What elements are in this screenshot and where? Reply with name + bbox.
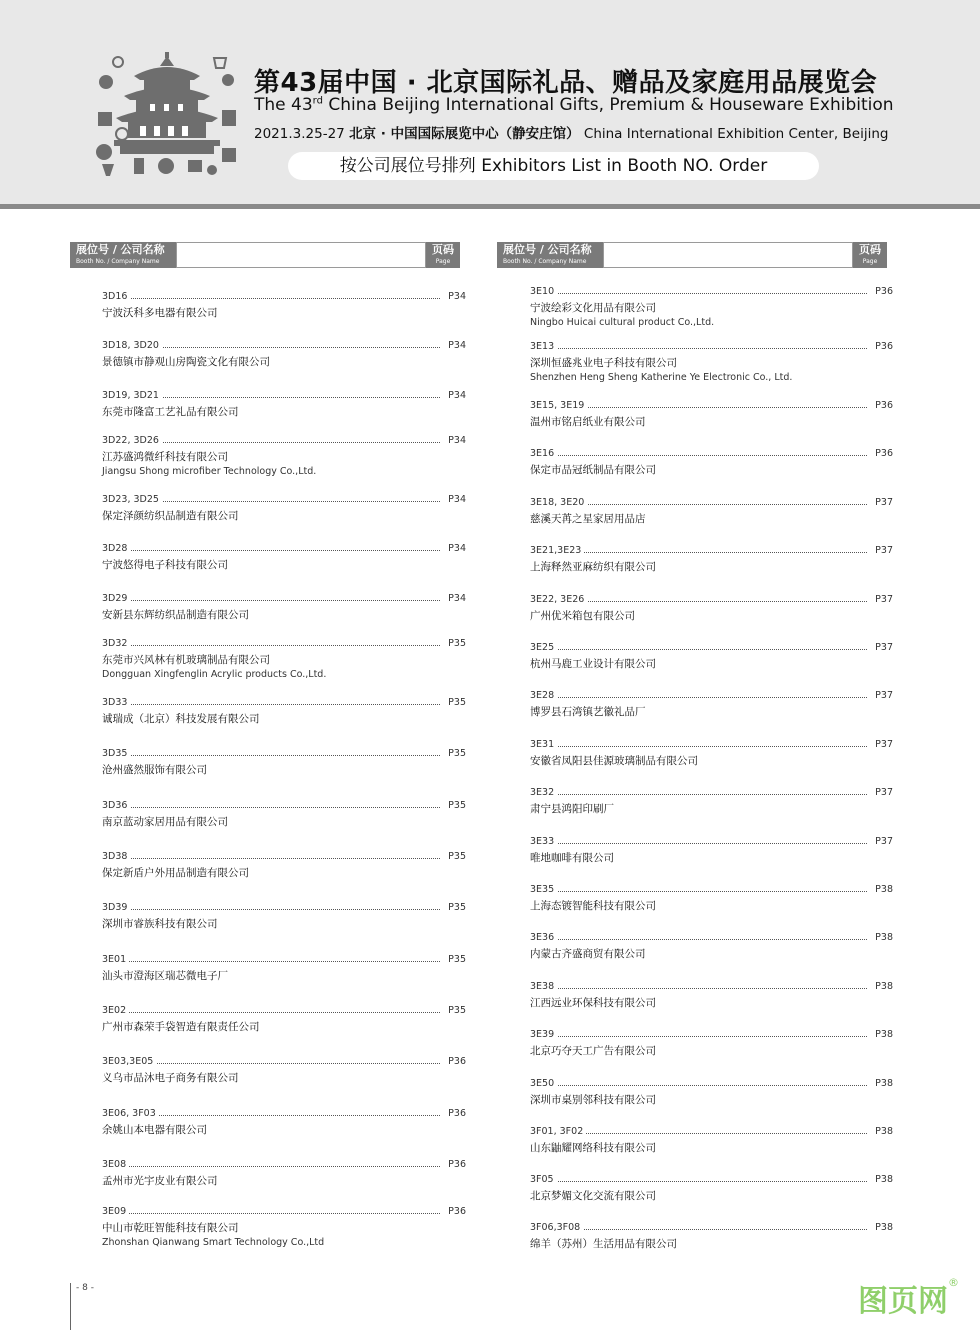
booth-row: [530, 739, 893, 752]
booth-number: 3E32: [530, 787, 557, 798]
booth-row: [102, 851, 466, 864]
page-ref: P38: [875, 1078, 893, 1089]
dotted-leader: [102, 1213, 440, 1214]
dotted-leader: [102, 909, 440, 910]
exhibition-title-en: [254, 95, 894, 115]
exhibitor-entry: [530, 1222, 893, 1262]
company-name-cn: 上海态镀智能科技有限公司: [530, 900, 656, 912]
booth-number: 3D36: [102, 800, 130, 811]
booth-row: [530, 981, 893, 994]
company-name-cn: 慈溪天苒之星家居用品店: [530, 513, 646, 525]
page-ref: P37: [875, 787, 893, 798]
company-name-cn: 肃宁县鸿阳印刷厂: [530, 803, 614, 815]
booth-row: [530, 1078, 893, 1091]
dotted-leader: [530, 746, 867, 747]
page-ref: P38: [875, 1029, 893, 1040]
company-name-cn: 沧州盛然服饰有限公司: [102, 764, 207, 776]
booth-number: 3F06,3F08: [530, 1222, 583, 1233]
exhibitor-entry: [102, 697, 466, 737]
page-ref: P37: [875, 497, 893, 508]
company-name-cn: 宁波悠得电子科技有限公司: [102, 559, 228, 571]
registered-mark: ®: [948, 1276, 959, 1289]
exhibitor-entry: [102, 902, 466, 942]
booth-number: 3E50: [530, 1078, 557, 1089]
exhibitor-entry: [530, 1174, 893, 1214]
exhibitor-entry: [530, 545, 893, 585]
booth-number: 3D38: [102, 851, 130, 862]
page-ref: P37: [875, 545, 893, 556]
page-ref: P35: [448, 1005, 466, 1016]
page-ref: P34: [448, 340, 466, 351]
exhibitor-entry: [530, 932, 893, 972]
booth-row: [530, 1174, 893, 1187]
company-name-cn: 杭州马鹿工业设计有限公司: [530, 658, 656, 670]
company-name-cn: 温州市铭启纸业有限公司: [530, 416, 646, 428]
exhibitor-entry: [102, 390, 466, 430]
dotted-leader: [102, 807, 440, 808]
company-name-cn: 山东鼬耀网络科技有限公司: [530, 1142, 656, 1154]
booth-row: [530, 690, 893, 703]
exhibitor-entry: [530, 690, 893, 730]
booth-number: 3E09: [102, 1206, 129, 1217]
dotted-leader: [102, 961, 440, 962]
page-ref: P34: [448, 494, 466, 505]
booth-row: [530, 836, 893, 849]
booth-row: [102, 1005, 466, 1018]
booth-row: [102, 902, 466, 915]
company-name-en: Ningbo Huicai cultural product Co.,Ltd.: [530, 317, 715, 328]
exhibitor-entry: [102, 494, 466, 534]
page-ref: P35: [448, 851, 466, 862]
page-ref: P34: [448, 291, 466, 302]
page-ref: P35: [448, 638, 466, 649]
booth-number: 3D35: [102, 748, 130, 759]
booth-number: 3D39: [102, 902, 130, 913]
page-ref: P35: [448, 954, 466, 965]
company-name-cn: 诚瑞成（北京）科技发展有限公司: [102, 713, 260, 725]
booth-number: 3E35: [530, 884, 557, 895]
dotted-leader: [530, 939, 867, 940]
booth-number: 3D18, 3D20: [102, 340, 162, 351]
booth-row: [102, 435, 466, 448]
exhibitor-entry: [530, 594, 893, 634]
booth-row: [530, 497, 893, 510]
booth-row: [102, 390, 466, 403]
title-en-suffix: rd: [312, 95, 323, 107]
exhibition-dates: 2021.3.25-27: [254, 126, 345, 142]
page-ref: P37: [875, 739, 893, 750]
booth-company-label: [497, 242, 603, 268]
page-ref: P34: [448, 435, 466, 446]
dotted-leader: [102, 550, 440, 551]
page-label-cn: 页码: [432, 243, 454, 256]
booth-number: 3E36: [530, 932, 557, 943]
footer-rule: [70, 1283, 71, 1330]
exhibitor-entry: [530, 400, 893, 440]
booth-number: 3E33: [530, 836, 557, 847]
company-name-cn: 义乌市品沐电子商务有限公司: [102, 1072, 239, 1084]
dotted-leader: [102, 645, 440, 646]
dotted-leader: [102, 1012, 440, 1013]
exhibitor-entry: [102, 1005, 466, 1045]
booth-row: [102, 638, 466, 651]
company-name-cn: 博罗县石湾镇艺徽礼品厂: [530, 706, 646, 718]
exhibitor-entry: [530, 1126, 893, 1166]
page-label-cn: 页码: [859, 243, 881, 256]
dotted-leader: [530, 348, 867, 349]
left-column-header: [70, 242, 460, 268]
page-ref: P36: [448, 1159, 466, 1170]
exhibition-title-cn: 第43届中国 · 北京国际礼品、赠品及家庭用品展览会: [254, 68, 878, 98]
company-name-cn: 深圳市睿族科技有限公司: [102, 918, 218, 930]
exhibitor-entry: [102, 1159, 466, 1199]
company-name-cn: 东莞市隆富工艺礼品有限公司: [102, 406, 239, 418]
booth-number: 3D23, 3D25: [102, 494, 162, 505]
booth-number: 3E02: [102, 1005, 129, 1016]
booth-company-label-cn: 展位号 / 公司名称: [76, 243, 165, 256]
company-name-cn: 江苏盛鸿微纤科技有限公司: [102, 451, 228, 463]
exhibitor-entry: [102, 340, 466, 380]
exhibitor-entry: [530, 341, 893, 381]
exhibition-logo-icon: [94, 52, 240, 176]
booth-number: 3D19, 3D21: [102, 390, 162, 401]
page-ref: P37: [875, 594, 893, 605]
company-name-cn: 景德镇市静观山房陶瓷文化有限公司: [102, 356, 270, 368]
company-name-cn: 江西远业环保科技有限公司: [530, 997, 656, 1009]
booth-company-label-cn: 展位号 / 公司名称: [503, 243, 592, 256]
exhibitor-entry: [102, 748, 466, 788]
page-ref: P38: [875, 884, 893, 895]
booth-company-label: [70, 242, 176, 268]
exhibitor-entry: [102, 1108, 466, 1148]
dotted-leader: [102, 1166, 440, 1167]
header-bar: [176, 242, 426, 268]
booth-row: [530, 932, 893, 945]
booth-number: 3D32: [102, 638, 130, 649]
list-title: 按公司展位号排列 Exhibitors List in Booth NO. Order: [288, 152, 819, 180]
page-number: - 8 -: [76, 1283, 94, 1293]
exhibitor-entry: [530, 739, 893, 779]
booth-row: [102, 1206, 466, 1219]
dotted-leader: [530, 697, 867, 698]
title-en-prefix: The 43: [254, 95, 313, 115]
exhibitor-entry: [530, 1078, 893, 1118]
page-ref: P37: [875, 642, 893, 653]
booth-row: [102, 291, 466, 304]
date-venue-line: [254, 122, 894, 142]
dotted-leader: [102, 298, 440, 299]
dotted-leader: [530, 1036, 867, 1037]
booth-row: [530, 1126, 893, 1139]
company-name-cn: 内蒙古齐盛商贸有限公司: [530, 948, 646, 960]
exhibitor-entry: [530, 448, 893, 488]
booth-row: [102, 954, 466, 967]
exhibitor-entry: [102, 1056, 466, 1096]
company-name-cn: 中山市乾旺智能科技有限公司: [102, 1222, 239, 1234]
exhibitor-entry: [102, 800, 466, 840]
page-ref: P37: [875, 690, 893, 701]
page-ref: P37: [875, 836, 893, 847]
page-ref: P38: [875, 1174, 893, 1185]
booth-row: [102, 1056, 466, 1069]
exhibitor-entry: [102, 593, 466, 633]
page-ref: P36: [448, 1206, 466, 1217]
dotted-leader: [530, 1181, 867, 1182]
booth-number: 3E13: [530, 341, 557, 352]
booth-row: [102, 593, 466, 606]
exhibitor-entry: [530, 836, 893, 876]
page-ref: P36: [875, 448, 893, 459]
dotted-leader: [102, 704, 440, 705]
exhibitor-entry: [102, 291, 466, 331]
booth-number: 3E21,3E23: [530, 545, 584, 556]
page-label-en: Page: [862, 258, 878, 265]
venue-cn: 北京 · 中国国际展览中心（静安庄馆）: [349, 126, 580, 142]
watermark-logo: [858, 1276, 959, 1320]
exhibitor-entry: [102, 543, 466, 583]
company-name-cn: 绵羊（苏州）生活用品有限公司: [530, 1238, 677, 1250]
company-name-cn: 北京梦媚文化交流有限公司: [530, 1190, 656, 1202]
booth-company-label-en: Booth No. / Company Name: [503, 258, 587, 265]
company-name-cn: 安徽省凤阳县佳源玻璃制品有限公司: [530, 755, 698, 767]
page-ref: P34: [448, 390, 466, 401]
booth-number: 3E39: [530, 1029, 557, 1040]
company-name-cn: 余姚山本电器有限公司: [102, 1124, 207, 1136]
booth-row: [102, 1159, 466, 1172]
exhibitor-entry: [530, 884, 893, 924]
dotted-leader: [530, 794, 867, 795]
booth-number: 3F05: [530, 1174, 557, 1185]
exhibitor-entry: [102, 1206, 466, 1246]
exhibitor-entry: [530, 497, 893, 537]
company-name-cn: 深圳恒盛兆业电子科技有限公司: [530, 357, 677, 369]
page-ref: P35: [448, 697, 466, 708]
booth-number: 3E16: [530, 448, 557, 459]
dotted-leader: [530, 293, 867, 294]
page-ref: P38: [875, 1222, 893, 1233]
company-name-cn: 深圳市桌别邻科技有限公司: [530, 1094, 656, 1106]
booth-number: 3E08: [102, 1159, 129, 1170]
booth-company-label-en: Booth No. / Company Name: [76, 258, 160, 265]
booth-row: [102, 697, 466, 710]
booth-row: [102, 543, 466, 556]
company-name-cn: 广州优米箱包有限公司: [530, 610, 635, 622]
company-name-cn: 上海释然亚麻纺织有限公司: [530, 561, 656, 573]
booth-number: 3D33: [102, 697, 130, 708]
company-name-cn: 保定泽颜纺织品制造有限公司: [102, 510, 239, 522]
company-name-cn: 安新县东辉纺织品制造有限公司: [102, 609, 249, 621]
company-name-cn: 北京巧夺天工广告有限公司: [530, 1045, 656, 1057]
header-banner: [0, 0, 980, 204]
page-label-en: Page: [435, 258, 451, 265]
booth-row: [530, 787, 893, 800]
booth-row: [530, 884, 893, 897]
company-name-cn: 东莞市兴风林有机玻璃制品有限公司: [102, 654, 270, 666]
booth-row: [102, 748, 466, 761]
venue-en: China International Exhibition Center, Beijing: [583, 126, 889, 142]
page-ref: P36: [875, 341, 893, 352]
right-column-header: [497, 242, 887, 268]
page-label: [853, 242, 887, 268]
booth-row: [530, 545, 893, 558]
company-name-en: Shenzhen Heng Sheng Katherine Ye Electronic Co., Ltd.: [530, 372, 793, 383]
company-name-cn: 宁波沃科多电器有限公司: [102, 307, 218, 319]
page-ref: P35: [448, 800, 466, 811]
page-ref: P36: [875, 286, 893, 297]
dotted-leader: [530, 891, 867, 892]
exhibitor-entry: [530, 642, 893, 682]
dotted-leader: [530, 455, 867, 456]
dotted-leader: [530, 1085, 867, 1086]
company-name-cn: 南京蓝动家居用品有限公司: [102, 816, 228, 828]
booth-number: 3E10: [530, 286, 557, 297]
company-name-cn: 保定新盾户外用品制造有限公司: [102, 867, 249, 879]
booth-number: 3E01: [102, 954, 129, 965]
page-ref: P36: [875, 400, 893, 411]
booth-number: 3D28: [102, 543, 130, 554]
booth-row: [102, 1108, 466, 1121]
header-divider: [0, 204, 980, 209]
page-ref: P34: [448, 543, 466, 554]
company-name-en: Jiangsu Shong microfiber Technology Co.,Ltd.: [102, 466, 317, 477]
exhibitor-entry: [530, 787, 893, 827]
title-en-rest: China Beijing International Gifts, Premium & Houseware Exhibition: [322, 95, 894, 115]
dotted-leader: [102, 755, 440, 756]
header-bar: [603, 242, 853, 268]
page-ref: P38: [875, 981, 893, 992]
page-ref: P38: [875, 1126, 893, 1137]
company-name-en: Zhonshan Qianwang Smart Technology Co.,Ltd: [102, 1237, 325, 1248]
dotted-leader: [102, 600, 440, 601]
booth-number: 3E28: [530, 690, 557, 701]
exhibitor-entry: [102, 435, 466, 475]
booth-number: 3E22, 3E26: [530, 594, 587, 605]
company-name-cn: 广州市森荣手袋智造有限责任公司: [102, 1021, 260, 1033]
booth-number: 3D29: [102, 593, 130, 604]
booth-number: 3E38: [530, 981, 557, 992]
page-ref: P38: [875, 932, 893, 943]
booth-number: 3D22, 3D26: [102, 435, 162, 446]
exhibitor-entry: [102, 851, 466, 891]
booth-number: 3E03,3E05: [102, 1056, 156, 1067]
booth-number: 3E31: [530, 739, 557, 750]
company-name-cn: 宁波绘彩文化用品有限公司: [530, 302, 656, 314]
page-ref: P34: [448, 593, 466, 604]
booth-number: 3E06, 3F03: [102, 1108, 159, 1119]
company-name-cn: 汕头市澄海区瑞芯微电子厂: [102, 970, 228, 982]
dotted-leader: [102, 858, 440, 859]
booth-row: [530, 1029, 893, 1042]
page-ref: P35: [448, 902, 466, 913]
booth-row: [102, 800, 466, 813]
booth-row: [102, 494, 466, 507]
company-name-cn: 唯地咖啡有限公司: [530, 852, 614, 864]
dotted-leader: [530, 843, 867, 844]
booth-row: [102, 340, 466, 353]
booth-row: [530, 341, 893, 354]
page-ref: P36: [448, 1108, 466, 1119]
booth-row: [530, 594, 893, 607]
company-name-en: Dongguan Xingfenglin Acrylic products Co.,Ltd.: [102, 669, 327, 680]
booth-row: [530, 400, 893, 413]
booth-row: [530, 286, 893, 299]
company-name-cn: 保定市品冠纸制品有限公司: [530, 464, 656, 476]
watermark-text: 图页网: [858, 1284, 948, 1319]
booth-number: 3E18, 3E20: [530, 497, 587, 508]
booth-number: 3E25: [530, 642, 557, 653]
page-ref: P35: [448, 748, 466, 759]
booth-row: [530, 1222, 893, 1235]
company-name-cn: 孟州市光宇皮业有限公司: [102, 1175, 218, 1187]
booth-row: [530, 642, 893, 655]
exhibitor-entry: [530, 1029, 893, 1069]
exhibitor-entry: [530, 981, 893, 1021]
exhibitor-entry: [102, 954, 466, 994]
booth-number: 3F01, 3F02: [530, 1126, 586, 1137]
page-ref: P36: [448, 1056, 466, 1067]
dotted-leader: [530, 988, 867, 989]
booth-number: 3D16: [102, 291, 130, 302]
exhibitor-entry: [102, 638, 466, 678]
page-label: [426, 242, 460, 268]
booth-number: 3E15, 3E19: [530, 400, 587, 411]
booth-row: [530, 448, 893, 461]
dotted-leader: [530, 649, 867, 650]
exhibitor-entry: [530, 286, 893, 326]
